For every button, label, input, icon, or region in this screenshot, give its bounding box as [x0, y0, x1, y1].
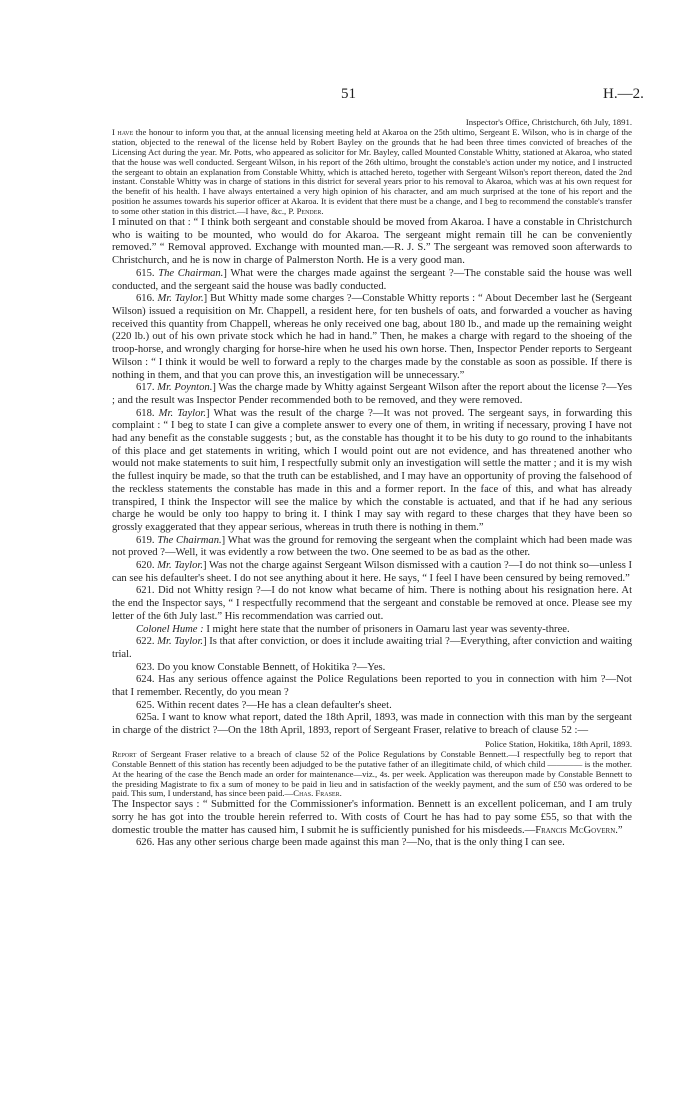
q618-text: ] What was the result of the charge ?—It was not proved. The sergeant says, in forwarding this complaint : “ I beg to state I can give a complete answer to every one of them, in writing if necessary, proving I have not had any benefit as the constable suggests ; but, as the constable has thought it to be his duty to go round to the inhabitants of this place and get statements in writing, which I would point out are not evidence, and has threatened another who would not make statements to suit him, I respectfully submit only an investigation will settle the matter ; and it is my wish the fullest inquiry be made, so that the truth can be established, and I may have an opportunity of proving the falsehood of the reckless statements the constable has made in this and a former report. In the face of this, and what has already transpired, I think the Inspector will see the malice by which the constable is actuated, and that if he had any serious charge he would be only too happy to bring it. I think I may say with regard to these charges that they have been so grossly exaggerated that they appear serious, whereas in truth there is nothing in them.” — [112, 407, 632, 533]
question-626: 626. Has any other serious charge been made against this man ?—No, that is the only thing I can see. — [136, 837, 565, 849]
q622-speaker: Mr. Taylor. — [157, 636, 204, 648]
inspector-says-paragraph — [112, 799, 632, 837]
q615-text: ] What were the charges made against the sergeant ?—The constable said the house was well conducted, and the sergeant said the house was badly conducted. — [112, 267, 633, 292]
q622-number: 622. — [136, 636, 158, 648]
q621-text: Did not Whitty resign ?—I do not know what became of him. There is nothing about his resignation here. At the end the Inspector says, “ I respectfully recommend that the sergeant and constable be removed at once. Please see my letter of the 6th July last.” His recommendation was carried out. — [112, 585, 633, 622]
colonel-hume-text: I might here state that the number of prisoners in Oamaru last year was seventy-three. — [203, 623, 570, 635]
question-615 — [112, 268, 632, 293]
question-616 — [112, 293, 632, 382]
letter2-text: of Sergeant Fraser relative to a breach of clause 52 of the Police Regulations by Constable Bennett.—I respectfully beg to report that Constable Bennett of this station has recently been adjudged to be the putative father of an illegitimate child, of which child ———— is the mother. At the hearing of the case the Bench made an order for maintenance—viz., 4s. per week. Application was thereupon made by Constable Bennett to the presiding Magistrate to fix a sum of money to be paid in lieu and in satisfaction of the weekly payment, and the sum of £50 was ordered to be paid. This sum, I understand, has since been paid.— — [112, 748, 632, 799]
q617-number: 617. — [136, 382, 158, 394]
page-header — [0, 86, 700, 106]
page-content — [112, 118, 632, 850]
colonel-hume-speaker: Colonel Hume : — [136, 623, 204, 635]
question-619 — [112, 535, 632, 560]
q621-number: 621. — [136, 585, 158, 597]
question-624: 624. Has any serious offence against the Police Regulations been reported to you in connection with him ?—Not that I remember. Recently, do you mean ? — [112, 674, 632, 699]
question-617 — [112, 382, 632, 407]
letter1-dateline: Inspector's Office, Christchurch, 6th July, 1891. — [465, 117, 632, 127]
letter2-signature: Chas. Fraser. — [293, 788, 342, 799]
page-number: 51 — [341, 86, 356, 102]
q619-text: ] What was the ground for removing the sergeant when the complaint which had been made was not proved ?—Well, it was evidently a row between the two. One seemed to be as bad as the other. — [112, 534, 632, 559]
inspector-says-signature: Francis McGovern.” — [535, 824, 623, 836]
q616-number: 616. — [136, 293, 158, 305]
letter2-body — [112, 750, 632, 800]
question-623: 623. Do you know Constable Bennett, of Hokitika ?—Yes. — [136, 661, 386, 673]
letter1-signature: Pender. — [296, 206, 324, 217]
q619-speaker: The Chairman. — [157, 534, 222, 546]
question-618 — [112, 408, 632, 535]
letter2-dateline: Police Station, Hokitika, 18th April, 1893. — [485, 738, 632, 749]
question-625a: 625a. I want to know what report, dated the 18th April, 1893, was made in connection with this man by the sergeant in charge of the district ?—On the 18th April, 1893, report of Sergeant Fraser, relative to breach of clause 52 :— — [112, 712, 632, 737]
q615-speaker: The Chairman. — [158, 267, 224, 279]
q615-number: 615. — [136, 267, 159, 279]
q620-number: 620. — [136, 560, 158, 572]
letter1-lead: I have — [112, 126, 134, 137]
q616-text: ] But Whitty made some charges ?—Constable Whitty reports : “ About December last he (Sergeant Wilson) issued a requisition on Mr. Chappell, a resident here, for ten bushels of oats, and forwarded a voucher as having received this quantity from Chappell, whereas he only received one bag, about 180 lb., and made up the remaining weight (220 lb.) out of his own private stock which he had in hand.” Then, he makes a charge with regard to the shoeing of the troop-horse, and wrongly charging for horse-hire when he used his own horse. Then, Inspector Pender reports to Sergeant Wilson : “ I think it would be well to forward a reply to the charges made by the constable as soon as possible. If there is nothing in them, and that you can prove this, an investigation will be unnecessary.” — [112, 293, 633, 381]
q622-text: ] Is that after conviction, or does it include awaiting trial ?—Everything, after conviction and waiting trial. — [112, 636, 633, 660]
colonel-hume-statement — [112, 624, 632, 637]
q620-text: ] Was not the charge against Sergeant Wilson dismissed with a caution ?—I do not think so—unless I can see his defaulter's sheet. I do not see anything about it here. He says, “ I feel I have been censured by being removed.” — [112, 560, 632, 584]
letter2-lead: Report — [112, 748, 137, 759]
q619-number: 619. — [136, 534, 158, 546]
inspector-says-text: The Inspector says : “ Submitted for the Commissioner's information. Bennett is an excellent policeman, and I am truly sorry he has got into the trouble herein referred to. With costs of Court he has had to pay some £55, so that with the domestic trouble the matter has caused him, I submit he is sufficiently punished for his misdeeds.— — [112, 799, 632, 836]
letter1-text: the honour to inform you that, at the annual licensing meeting held at Akaroa on the 25th ultimo, Sergeant E. Wilson, who is in charge of the station, objected to the renewal of the license held by Robert Bayley on the grounds that he had been three times convicted of breaches of the Licensing Act during the year. Mr. Potts, who appeared as solicitor for Mr. Bayley, called Mounted Constable Whitty, stationed at Akaroa, who stated that the house was well conducted. Sergeant Wilson, in his report of the 26th ultimo, brought the constable's action under my notice, and I instructed the sergeant to obtain an explanation from Constable Whitty, which is attached hereto, together with Sergeant Wilson's report thereon, dated the 2nd instant. Constable Whitty was in charge of stations in this district for several years prior to his removal to Akaroa, which was at his own request for the benefit of his health. I have always entertained a very high opinion of his character, and am much surprised at the tone of his report and the position he assumes towards his superior officer at Akaroa. It is evident that there must be a change, and I beg to recommend the constable's transfer to some other station in this district.—I have, &c., P. — [112, 126, 632, 217]
q618-speaker: Mr. Taylor. — [158, 407, 206, 419]
question-625: 625. Within recent dates ?—He has a clean defaulter's sheet. — [136, 699, 392, 711]
q616-speaker: Mr. Taylor. — [157, 293, 204, 305]
question-622 — [112, 636, 632, 661]
q620-speaker: Mr. Taylor. — [157, 560, 204, 572]
document-reference: H.—2. — [603, 86, 644, 102]
q617-speaker: Mr. Poynton. — [157, 382, 213, 394]
letter1-body — [112, 128, 632, 217]
q617-text: ] Was the charge made by Whitty against Sergeant Wilson after the report about the license ?—Yes ; and the result was Inspector Pender recommended both to be removed, and they were removed. — [112, 382, 632, 406]
minute-paragraph: I minuted on that : “ I think both sergeant and constable should be moved from Akaroa. I have a constable in Christchurch who is waiting to be mounted, who would do for Akaroa. The sergeant might remain till he can be conveniently removed.” “ Removal approved. Exchange with mounted man.—R. J. S.” The sergeant was removed soon afterwards to Christchurch, and he is now in charge of Palmerston North. He is a very good man. — [112, 217, 632, 267]
q618-number: 618. — [136, 407, 159, 419]
question-621 — [112, 585, 632, 623]
question-620 — [112, 560, 632, 585]
